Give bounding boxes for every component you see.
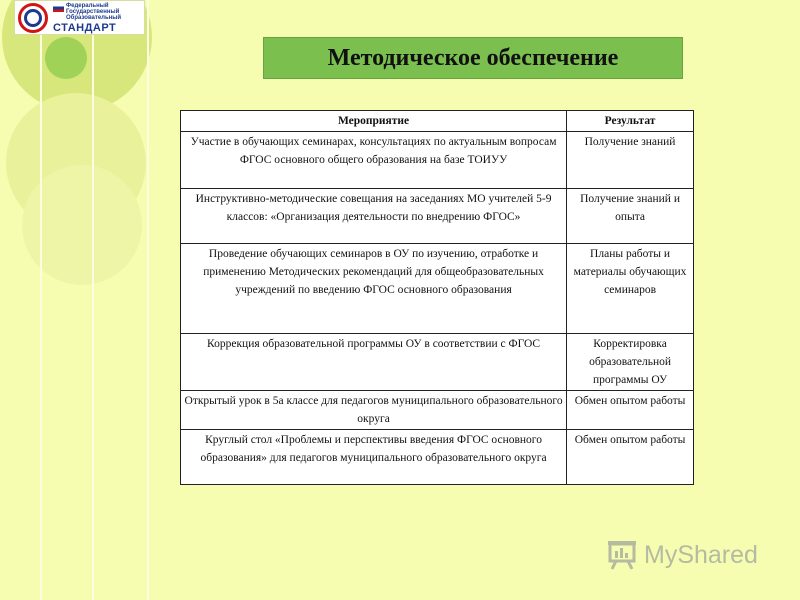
table-row [181,132,694,189]
table-row [181,430,694,485]
russian-flag-icon [53,4,64,12]
result-cell: Корректировка образовательной программы ОУ [567,334,694,391]
table-row [181,244,694,334]
result-cell: Планы работы и материалы обучающих семинаров [567,244,694,334]
logo-line2: Государственный [66,9,120,15]
decorative-line [92,0,94,600]
myshared-watermark [606,537,758,573]
decorative-circle [45,37,87,79]
activities-table [180,110,694,485]
logo-line3: Образовательный [66,15,122,21]
presentation-icon [606,540,638,570]
logo-line1: Федеральный [66,3,109,9]
activity-cell: Проведение обучающих семинаров в ОУ по изучению, отработке и применению Методических рекомендаций для общеобразовательных учреждений по введению ФГОС основного образования [181,244,567,334]
decorative-line [40,0,42,600]
column-header-result: Результат [567,111,694,132]
emblem-inner-icon [24,9,42,27]
activity-cell: Участие в обучающих семинарах, консультациях по актуальным вопросам ФГОС основного общего образования на базе ТОИУУ [181,132,567,189]
result-cell: Получение знаний [567,132,694,189]
activity-cell: Инструктивно-методические совещания на заседаниях МО учителей 5-9 классов: «Организация деятельности по внедрению ФГОС» [181,189,567,244]
activity-cell: Открытый урок в 5а классе для педагогов муниципального образовательного округа [181,391,567,430]
watermark-text: MyShared [644,540,758,569]
decorative-line [147,0,149,600]
table-header-row [181,111,694,132]
column-header-activity: Мероприятие [181,111,567,132]
fgos-logo [14,0,145,35]
result-cell: Получение знаний и опыта [567,189,694,244]
activity-cell: Коррекция образовательной программы ОУ в соответствии с ФГОС [181,334,567,391]
table-row [181,334,694,391]
decorative-left-band [0,0,148,600]
result-cell: Обмен опытом работы [567,430,694,485]
activity-cell: Круглый стол «Проблемы и перспективы введения ФГОС основного образования» для педагогов муниципального образовательного округа [181,430,567,485]
title-banner [263,37,683,79]
result-cell: Обмен опытом работы [567,391,694,430]
table-row [181,391,694,430]
page-title: Методическое обеспечение [327,44,619,71]
table-row [181,189,694,244]
logo-brand: СТАНДАРТ [53,22,117,34]
